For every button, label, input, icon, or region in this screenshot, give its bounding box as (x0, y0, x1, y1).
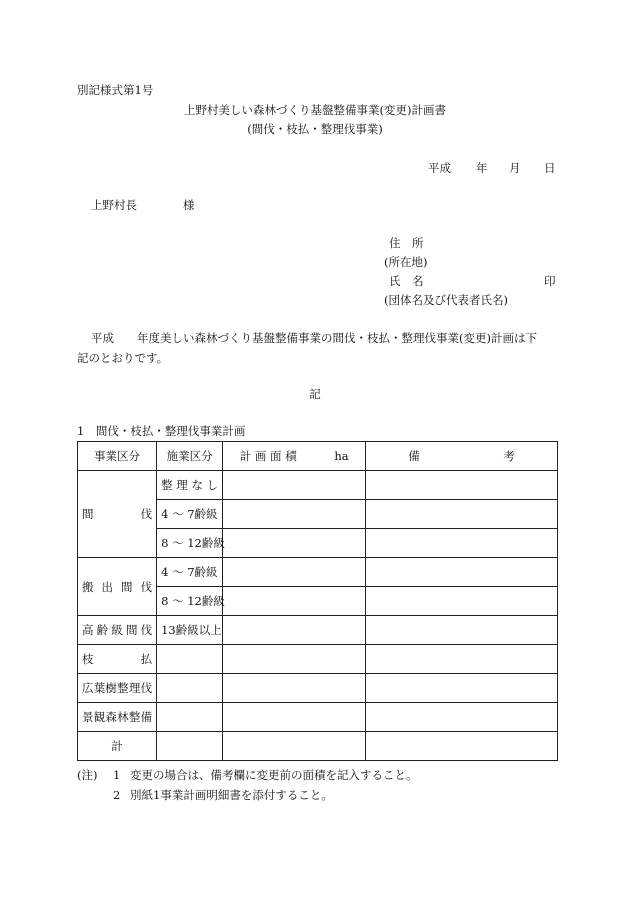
row-label-thinning: 間 伐 (78, 471, 157, 558)
remarks-cell (366, 471, 558, 500)
body-line-1: 平成 年度美しい森林づくり基盤整備事業の間伐・枝払・整理伐事業(変更)計画は下 (91, 331, 537, 345)
header-category: 事業区分 (78, 442, 157, 471)
work-cell (157, 645, 223, 674)
date-year: 年 (476, 161, 488, 175)
table-row (78, 645, 558, 674)
addressee-suffix: 様 (183, 198, 195, 212)
remarks-cell (366, 587, 558, 616)
work-haul-8-12: 8 ～ 12齢級 (157, 587, 223, 616)
ki-mark: 記 (309, 387, 321, 401)
document-title: 上野村美しい森林づくり基盤整備事業(変更)計画書 (184, 103, 446, 117)
remarks-cell (366, 732, 558, 761)
work-old-age: 13齢級以上 (157, 616, 223, 645)
note-1-text: 変更の場合は、備考欄に変更前の面積を記入すること。 (130, 768, 418, 782)
work-no-thinning: 整 理 な し (157, 471, 223, 500)
remarks-cell (366, 529, 558, 558)
form-number: 別記様式第1号 (77, 83, 154, 97)
work-age-4-7: 4 ～ 7齢級 (157, 500, 223, 529)
header-area-unit: ha (334, 449, 349, 463)
row-label-pruning: 枝 払 (78, 645, 157, 674)
work-cell (157, 674, 223, 703)
area-cell (223, 732, 366, 761)
note-1-number: 1 (113, 768, 121, 782)
seal-mark: 印 (544, 274, 556, 288)
work-haul-4-7: 4 ～ 7齢級 (157, 558, 223, 587)
area-cell (223, 703, 366, 732)
notes-label: (注) (77, 768, 98, 782)
row-label-total: 計 (78, 732, 157, 761)
remarks-cell (366, 500, 558, 529)
remarks-cell (366, 558, 558, 587)
work-cell (157, 732, 223, 761)
date-month: 月 (509, 161, 521, 175)
row-label-haul-out: 搬 出 間 伐 (78, 558, 157, 616)
header-area (223, 442, 366, 471)
header-area-label: 計 画 面 積 (239, 449, 297, 463)
name-label: 氏 名 (389, 274, 424, 288)
work-age-8-12: 8 ～ 12齢級 (157, 529, 223, 558)
area-cell (223, 558, 366, 587)
table-row (78, 703, 558, 732)
addressee-name: 上野村長 (91, 198, 137, 212)
table-header-row (78, 442, 558, 471)
area-cell (223, 587, 366, 616)
area-cell (223, 616, 366, 645)
address-label: 住 所 (389, 236, 424, 250)
note-2-text: 別紙1事業計画明細書を添付すること。 (130, 788, 333, 802)
row-label-landscape: 景観森林整備 (78, 703, 157, 732)
area-cell (223, 471, 366, 500)
header-remarks-a: 備 (408, 449, 420, 463)
plan-table (77, 441, 558, 761)
table-row (78, 732, 558, 761)
date-era: 平成 (428, 161, 451, 175)
remarks-cell (366, 674, 558, 703)
work-cell (157, 703, 223, 732)
org-label: (団体名及び代表者氏名) (384, 293, 508, 307)
note-2-number: 2 (113, 788, 121, 802)
header-work: 施業区分 (157, 442, 223, 471)
area-cell (223, 529, 366, 558)
area-cell (223, 645, 366, 674)
table-row (78, 558, 558, 587)
date-day: 日 (544, 161, 556, 175)
header-remarks (366, 442, 558, 471)
section-title: 1 間伐・枝払・整理伐事業計画 (77, 424, 246, 438)
row-label-broadleaf: 広葉樹整理伐 (78, 674, 157, 703)
area-cell (223, 674, 366, 703)
remarks-cell (366, 616, 558, 645)
remarks-cell (366, 645, 558, 674)
table-row (78, 471, 558, 500)
row-label-old-age: 高齢級間伐 (78, 616, 157, 645)
header-remarks-b: 考 (503, 449, 515, 463)
body-line-2: 記のとおりです。 (77, 351, 169, 365)
location-label: (所在地) (384, 255, 428, 269)
table-row (78, 616, 558, 645)
area-cell (223, 500, 366, 529)
remarks-cell (366, 703, 558, 732)
document-subtitle: (間伐・枝払・整理伐事業) (247, 122, 383, 136)
table-row (78, 674, 558, 703)
